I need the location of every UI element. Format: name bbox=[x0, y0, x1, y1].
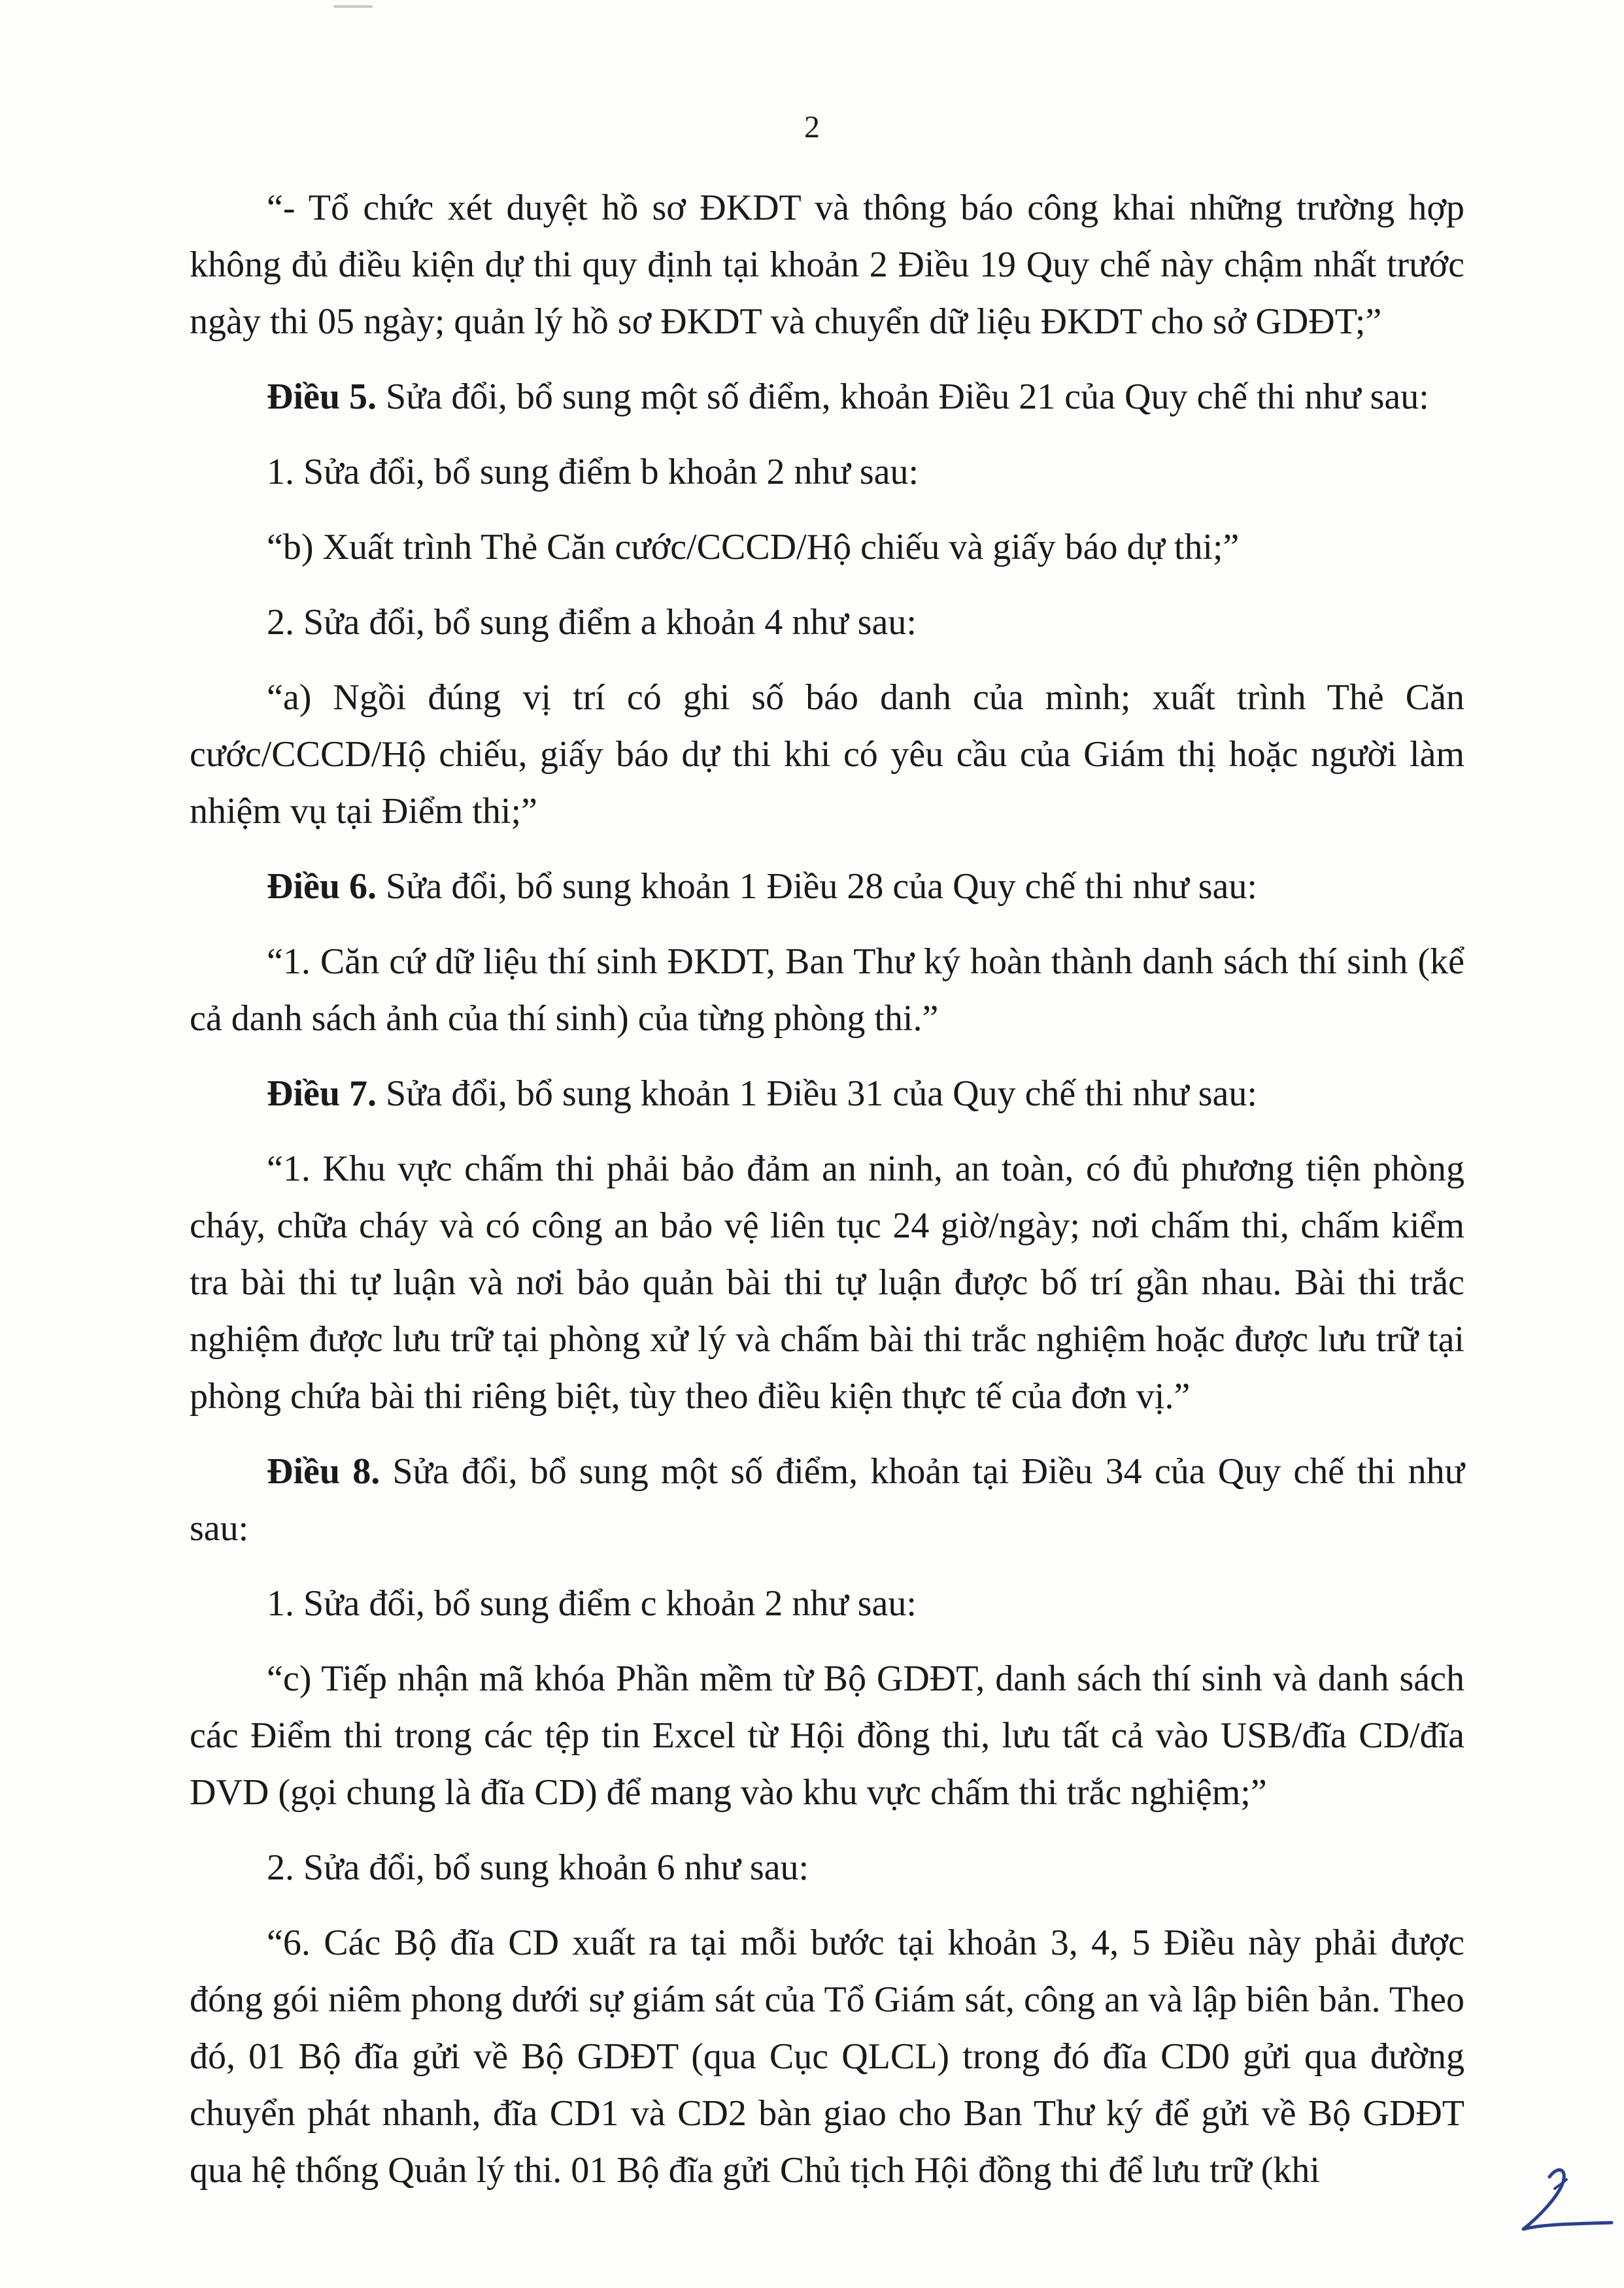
paragraph-text: “b) Xuất trình Thẻ Căn cước/CCCD/Hộ chiếu và giấy báo dự thi;” bbox=[267, 527, 1240, 567]
paragraph-text: “1. Căn cứ dữ liệu thí sinh ĐKDT, Ban Thư ký hoàn thành danh sách thí sinh (kể cả danh sách ảnh của thí sinh) của từng phòng thi.” bbox=[190, 941, 1464, 1039]
page-number: 2 bbox=[804, 110, 820, 144]
paragraph-10 bbox=[190, 1141, 1464, 1425]
paragraph-article-5 bbox=[190, 369, 1464, 426]
paragraph-article-7 bbox=[190, 1066, 1464, 1122]
paragraph-article-6 bbox=[190, 858, 1464, 915]
paragraph-text: “- Tổ chức xét duyệt hồ sơ ĐKDT và thông báo công khai những trường hợp không đủ điều kiện dự thi quy định tại khoản 2 Điều 19 Quy chế này chậm nhất trước ngày thi 05 ngày; quản lý hồ sơ ĐKDT và chuyển dữ liệu ĐKDT cho sở GDĐT;” bbox=[190, 188, 1464, 342]
article-heading: Điều 6. bbox=[267, 866, 377, 907]
paragraph-3 bbox=[190, 444, 1464, 501]
paragraph-text: “6. Các Bộ đĩa CD xuất ra tại mỗi bước tại khoản 3, 4, 5 Điều này phải được đóng gói niêm phong dưới sự giám sát của Tổ Giám sát, công an và lập biên bản. Theo đó, 01 Bộ đĩa gửi về Bộ GDĐT (qua Cục QLCL) trong đó đĩa CD0 gửi qua đường chuyển phát nhanh, đĩa CD1 và CD2 bàn giao cho Ban Thư ký để gửi về Bộ GDĐT qua hệ thống Quản lý thi. 01 Bộ đĩa gửi Chủ tịch Hội đồng thi để lưu trữ (khi bbox=[190, 1923, 1464, 2191]
scan-artifact bbox=[333, 5, 373, 8]
initials-signature-icon bbox=[1504, 2151, 1615, 2249]
paragraph-text: 1. Sửa đổi, bổ sung điểm c khoản 2 như sau: bbox=[267, 1583, 917, 1624]
paragraph-text: Sửa đổi, bổ sung khoản 1 Điều 31 của Quy chế thi như sau: bbox=[377, 1073, 1257, 1114]
paragraph-15 bbox=[190, 1915, 1464, 2199]
paragraph-text: “1. Khu vực chấm thi phải bảo đảm an ninh, an toàn, có đủ phương tiện phòng cháy, chữa cháy và có công an bảo vệ liên tục 24 giờ/ngày; nơi chấm thi, chấm kiểm tra bài thi tự luận và nơi bảo quản bài thi tự luận được bố trí gần nhau. Bài thi trắc nghiệm được lưu trữ tại phòng xử lý và chấm bài thi trắc nghiệm hoặc được lưu trữ tại phòng chứa bài thi riêng biệt, tùy theo điều kiện thực tế của đơn vị.” bbox=[190, 1149, 1464, 1417]
paragraph-text: 2. Sửa đổi, bổ sung điểm a khoản 4 như sau: bbox=[267, 602, 917, 643]
paragraph-13 bbox=[190, 1651, 1464, 1821]
paragraph-text: “a) Ngồi đúng vị trí có ghi số báo danh của mình; xuất trình Thẻ Căn cước/CCCD/Hộ chiếu, giấy báo dự thi khi có yêu cầu của Giám thị hoặc người làm nhiệm vụ tại Điểm thi;” bbox=[190, 677, 1464, 832]
paragraph-text: 1. Sửa đổi, bổ sung điểm b khoản 2 như sau: bbox=[267, 452, 919, 492]
article-heading: Điều 5. bbox=[267, 377, 377, 417]
paragraph-1 bbox=[190, 180, 1464, 350]
document-body bbox=[190, 180, 1464, 2217]
paragraph-12 bbox=[190, 1575, 1464, 1632]
article-heading: Điều 8. bbox=[267, 1451, 381, 1492]
paragraph-text: 2. Sửa đổi, bổ sung khoản 6 như sau: bbox=[267, 1847, 809, 1888]
paragraph-text: Sửa đổi, bổ sung một số điểm, khoản Điều 21 của Quy chế thi như sau: bbox=[377, 377, 1429, 417]
paragraph-text: “c) Tiếp nhận mã khóa Phần mềm từ Bộ GDĐT, danh sách thí sinh và danh sách các Điểm thi trong các tệp tin Excel từ Hội đồng thi, lưu tất cả vào USB/đĩa CD/đĩa DVD (gọi chung là đĩa CD) để mang vào khu vực chấm thi trắc nghiệm;” bbox=[190, 1658, 1464, 1813]
paragraph-article-8 bbox=[190, 1443, 1464, 1557]
paragraph-8 bbox=[190, 934, 1464, 1047]
paragraph-4 bbox=[190, 519, 1464, 576]
paragraph-14 bbox=[190, 1840, 1464, 1896]
paragraph-5 bbox=[190, 594, 1464, 651]
paragraph-text: Sửa đổi, bổ sung khoản 1 Điều 28 của Quy chế thi như sau: bbox=[377, 866, 1257, 907]
article-heading: Điều 7. bbox=[267, 1073, 377, 1114]
paragraph-6 bbox=[190, 669, 1464, 840]
paragraph-text: Sửa đổi, bổ sung một số điểm, khoản tại Điều 34 của Quy chế thi như sau: bbox=[190, 1451, 1464, 1549]
